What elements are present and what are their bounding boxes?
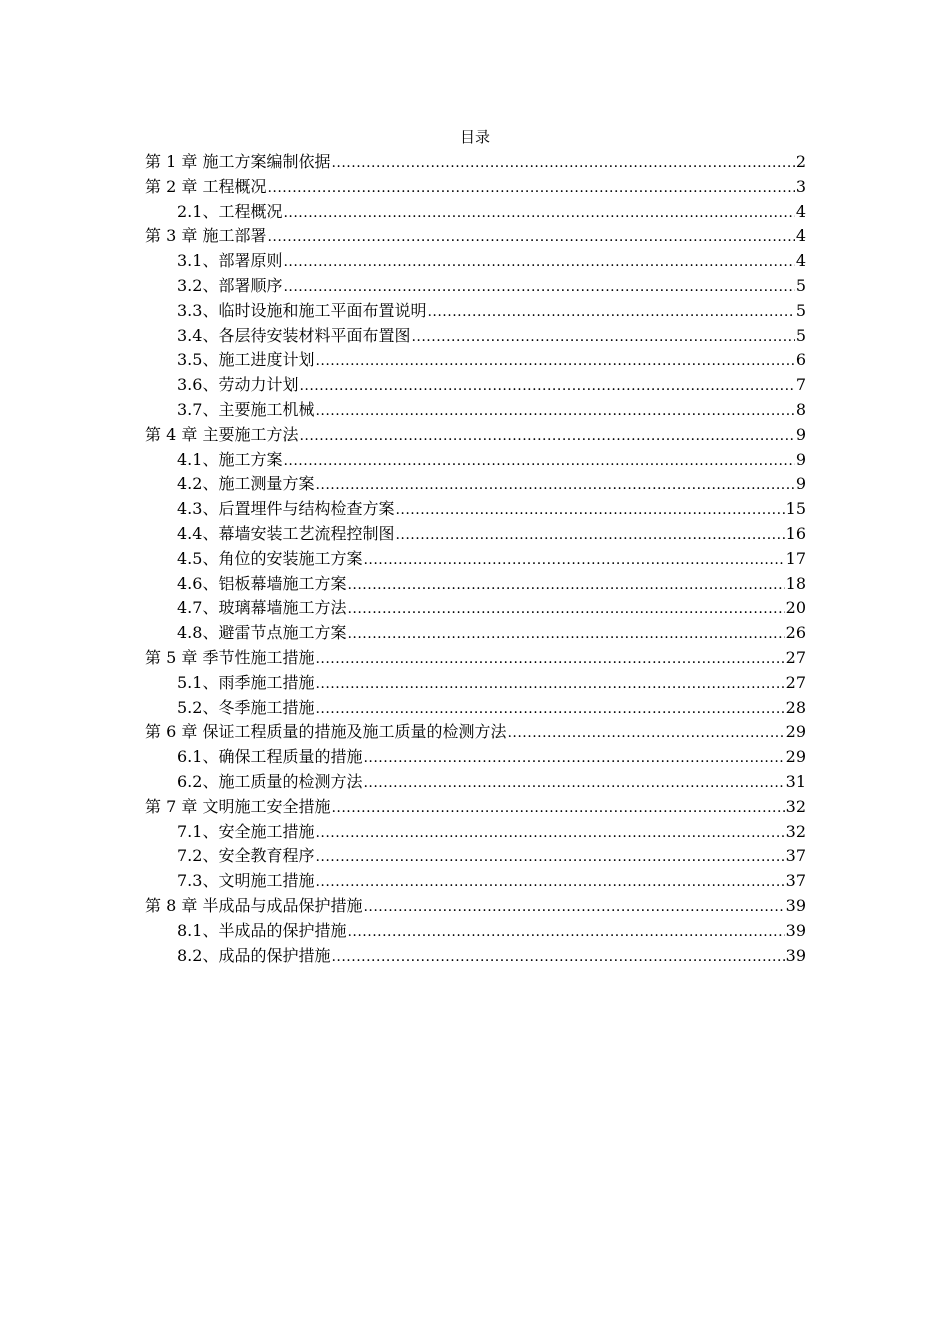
toc-subsection-entry[interactable]	[145, 373, 806, 398]
toc-dot-leader	[347, 573, 784, 598]
toc-page-number: 5	[795, 300, 806, 320]
toc-page-number: 16	[785, 523, 806, 543]
toc-entry-label: 第 1 章 施工方案编制依据	[145, 152, 331, 171]
toc-subsection-entry[interactable]	[145, 820, 806, 845]
toc-entry-label: 4.4、幕墙安装工艺流程控制图	[177, 523, 395, 543]
toc-dot-leader	[363, 895, 784, 920]
toc-entry-label: 4.6、铝板幕墙施工方案	[177, 573, 347, 593]
toc-dot-leader	[315, 647, 784, 672]
toc-page-number: 7	[795, 375, 806, 395]
toc-dot-leader	[283, 250, 794, 275]
toc-entry-label: 2.1、工程概况	[177, 201, 283, 221]
toc-entry-label: 4.1、施工方案	[177, 449, 283, 469]
toc-page-number: 3	[795, 176, 806, 196]
toc-entry-label: 5.2、冬季施工措施	[177, 697, 315, 717]
toc-subsection-entry[interactable]	[145, 770, 806, 795]
toc-entry-label: 3.3、临时设施和施工平面布置说明	[177, 300, 427, 320]
toc-dot-leader	[363, 746, 784, 771]
toc-subsection-entry[interactable]	[145, 696, 806, 721]
toc-entry-label: 4.2、施工测量方案	[177, 474, 315, 494]
toc-entry-label: 3.4、各层待安装材料平面布置图	[177, 325, 411, 345]
toc-subsection-entry[interactable]	[145, 745, 806, 770]
toc-page-number: 27	[785, 672, 806, 692]
toc-dot-leader	[299, 374, 794, 399]
toc-dot-leader	[315, 821, 784, 846]
toc-entry-label: 4.3、后置埋件与结构检查方案	[177, 499, 395, 519]
table-of-contents	[145, 150, 806, 968]
toc-page-number: 4	[795, 226, 806, 246]
toc-dot-leader	[411, 325, 794, 350]
toc-entry-label: 第 4 章 主要施工方法	[145, 424, 299, 444]
toc-dot-leader	[267, 176, 794, 201]
toc-subsection-entry[interactable]	[145, 249, 806, 274]
toc-entry-label: 3.2、部署顺序	[177, 275, 283, 295]
toc-page-number: 18	[785, 573, 806, 593]
toc-subsection-entry[interactable]	[145, 522, 806, 547]
toc-subsection-entry[interactable]	[145, 596, 806, 621]
toc-chapter-entry[interactable]	[145, 720, 806, 745]
toc-dot-leader	[315, 399, 794, 424]
toc-dot-leader	[395, 523, 784, 548]
toc-dot-leader	[347, 920, 784, 945]
toc-subsection-entry[interactable]	[145, 398, 806, 423]
toc-dot-leader	[331, 945, 784, 970]
toc-dot-leader	[347, 597, 784, 622]
toc-page-number: 29	[785, 722, 806, 742]
toc-page-number: 39	[785, 895, 806, 915]
toc-entry-label: 8.2、成品的保护措施	[177, 945, 331, 965]
toc-dot-leader	[267, 225, 794, 250]
toc-entry-label: 7.3、文明施工措施	[177, 871, 315, 891]
toc-dot-leader	[315, 473, 794, 498]
toc-chapter-entry[interactable]	[145, 894, 806, 919]
toc-subsection-entry[interactable]	[145, 200, 806, 225]
toc-entry-label: 4.8、避雷节点施工方案	[177, 623, 347, 643]
toc-entry-label: 第 2 章 工程概况	[145, 176, 267, 196]
toc-page-number: 20	[785, 598, 806, 618]
toc-chapter-entry[interactable]	[145, 224, 806, 249]
toc-entry-label: 3.6、劳动力计划	[177, 375, 299, 395]
toc-entry-label: 3.7、主要施工机械	[177, 399, 315, 419]
toc-page-number: 26	[785, 623, 806, 643]
toc-subsection-entry[interactable]	[145, 497, 806, 522]
toc-title: 目录	[459, 128, 490, 146]
toc-dot-leader	[395, 498, 784, 523]
toc-dot-leader	[347, 622, 784, 647]
toc-page-number: 6	[795, 350, 806, 370]
toc-entry-label: 6.1、确保工程质量的措施	[177, 747, 363, 767]
toc-entry-label: 第 7 章 文明施工安全措施	[145, 796, 331, 816]
toc-page-number: 9	[795, 424, 806, 444]
toc-dot-leader	[315, 349, 794, 374]
toc-entry-label: 5.1、雨季施工措施	[177, 672, 315, 692]
toc-page-number: 31	[785, 771, 806, 791]
toc-entry-label: 7.2、安全教育程序	[177, 846, 315, 866]
toc-entry-label: 3.5、施工进度计划	[177, 350, 315, 370]
toc-chapter-entry[interactable]	[145, 423, 806, 448]
toc-subsection-entry[interactable]	[145, 671, 806, 696]
toc-subsection-entry[interactable]	[145, 472, 806, 497]
toc-page-number: 9	[795, 449, 806, 469]
toc-subsection-entry[interactable]	[145, 348, 806, 373]
toc-entry-label: 第 8 章 半成品与成品保护措施	[145, 895, 363, 915]
toc-entry-label: 8.1、半成品的保护措施	[177, 920, 347, 940]
toc-page-number: 2	[795, 152, 806, 171]
toc-page-number: 9	[795, 474, 806, 494]
toc-entry-label: 6.2、施工质量的检测方法	[177, 771, 363, 791]
toc-dot-leader	[283, 201, 794, 226]
toc-entry-label: 4.7、玻璃幕墙施工方法	[177, 598, 347, 618]
toc-chapter-entry[interactable]	[145, 646, 806, 671]
toc-dot-leader	[299, 424, 794, 449]
toc-entry-label: 第 6 章 保证工程质量的措施及施工质量的检测方法	[145, 722, 507, 742]
toc-page-number: 32	[785, 821, 806, 841]
toc-page-number: 37	[785, 846, 806, 866]
toc-dot-leader	[331, 151, 794, 176]
toc-subsection-entry[interactable]	[145, 274, 806, 299]
toc-page-number: 27	[785, 647, 806, 667]
toc-chapter-entry[interactable]	[145, 795, 806, 820]
toc-page-number: 15	[785, 499, 806, 519]
toc-subsection-entry[interactable]	[145, 944, 806, 969]
toc-page-number: 29	[785, 747, 806, 767]
toc-page-number: 8	[795, 399, 806, 419]
toc-page-number: 5	[795, 325, 806, 345]
toc-page-number: 4	[795, 201, 806, 221]
toc-entry-label: 4.5、角位的安装施工方案	[177, 548, 363, 568]
toc-page-number: 4	[795, 251, 806, 271]
toc-dot-leader	[315, 845, 784, 870]
toc-entry-label: 第 3 章 施工部署	[145, 226, 267, 246]
toc-page-number: 39	[785, 920, 806, 940]
toc-dot-leader	[315, 870, 784, 895]
toc-chapter-entry[interactable]	[145, 175, 806, 200]
toc-dot-leader	[507, 721, 784, 746]
toc-page-number: 37	[785, 871, 806, 891]
toc-page-number: 5	[795, 275, 806, 295]
toc-dot-leader	[363, 771, 784, 796]
toc-page-number: 32	[785, 796, 806, 816]
toc-page-number: 39	[785, 945, 806, 965]
toc-dot-leader	[363, 548, 784, 573]
toc-subsection-entry[interactable]	[145, 547, 806, 572]
toc-subsection-entry[interactable]	[145, 448, 806, 473]
toc-subsection-entry[interactable]	[145, 572, 806, 597]
toc-dot-leader	[315, 697, 784, 722]
toc-subsection-entry[interactable]	[145, 844, 806, 869]
toc-dot-leader	[315, 672, 784, 697]
toc-entry-label: 7.1、安全施工措施	[177, 821, 315, 841]
toc-dot-leader	[427, 300, 794, 325]
toc-page-number: 17	[785, 548, 806, 568]
toc-dot-leader	[283, 275, 794, 300]
toc-subsection-entry[interactable]	[145, 299, 806, 324]
toc-entry-label: 第 5 章 季节性施工措施	[145, 647, 315, 667]
toc-chapter-entry[interactable]	[145, 150, 806, 175]
toc-dot-leader	[331, 796, 784, 821]
toc-entry-label: 3.1、部署原则	[177, 251, 283, 271]
toc-subsection-entry[interactable]	[145, 869, 806, 894]
toc-dot-leader	[283, 449, 794, 474]
toc-subsection-entry[interactable]	[145, 621, 806, 646]
toc-subsection-entry[interactable]	[145, 919, 806, 944]
toc-page-number: 28	[785, 697, 806, 717]
toc-subsection-entry[interactable]	[145, 324, 806, 349]
